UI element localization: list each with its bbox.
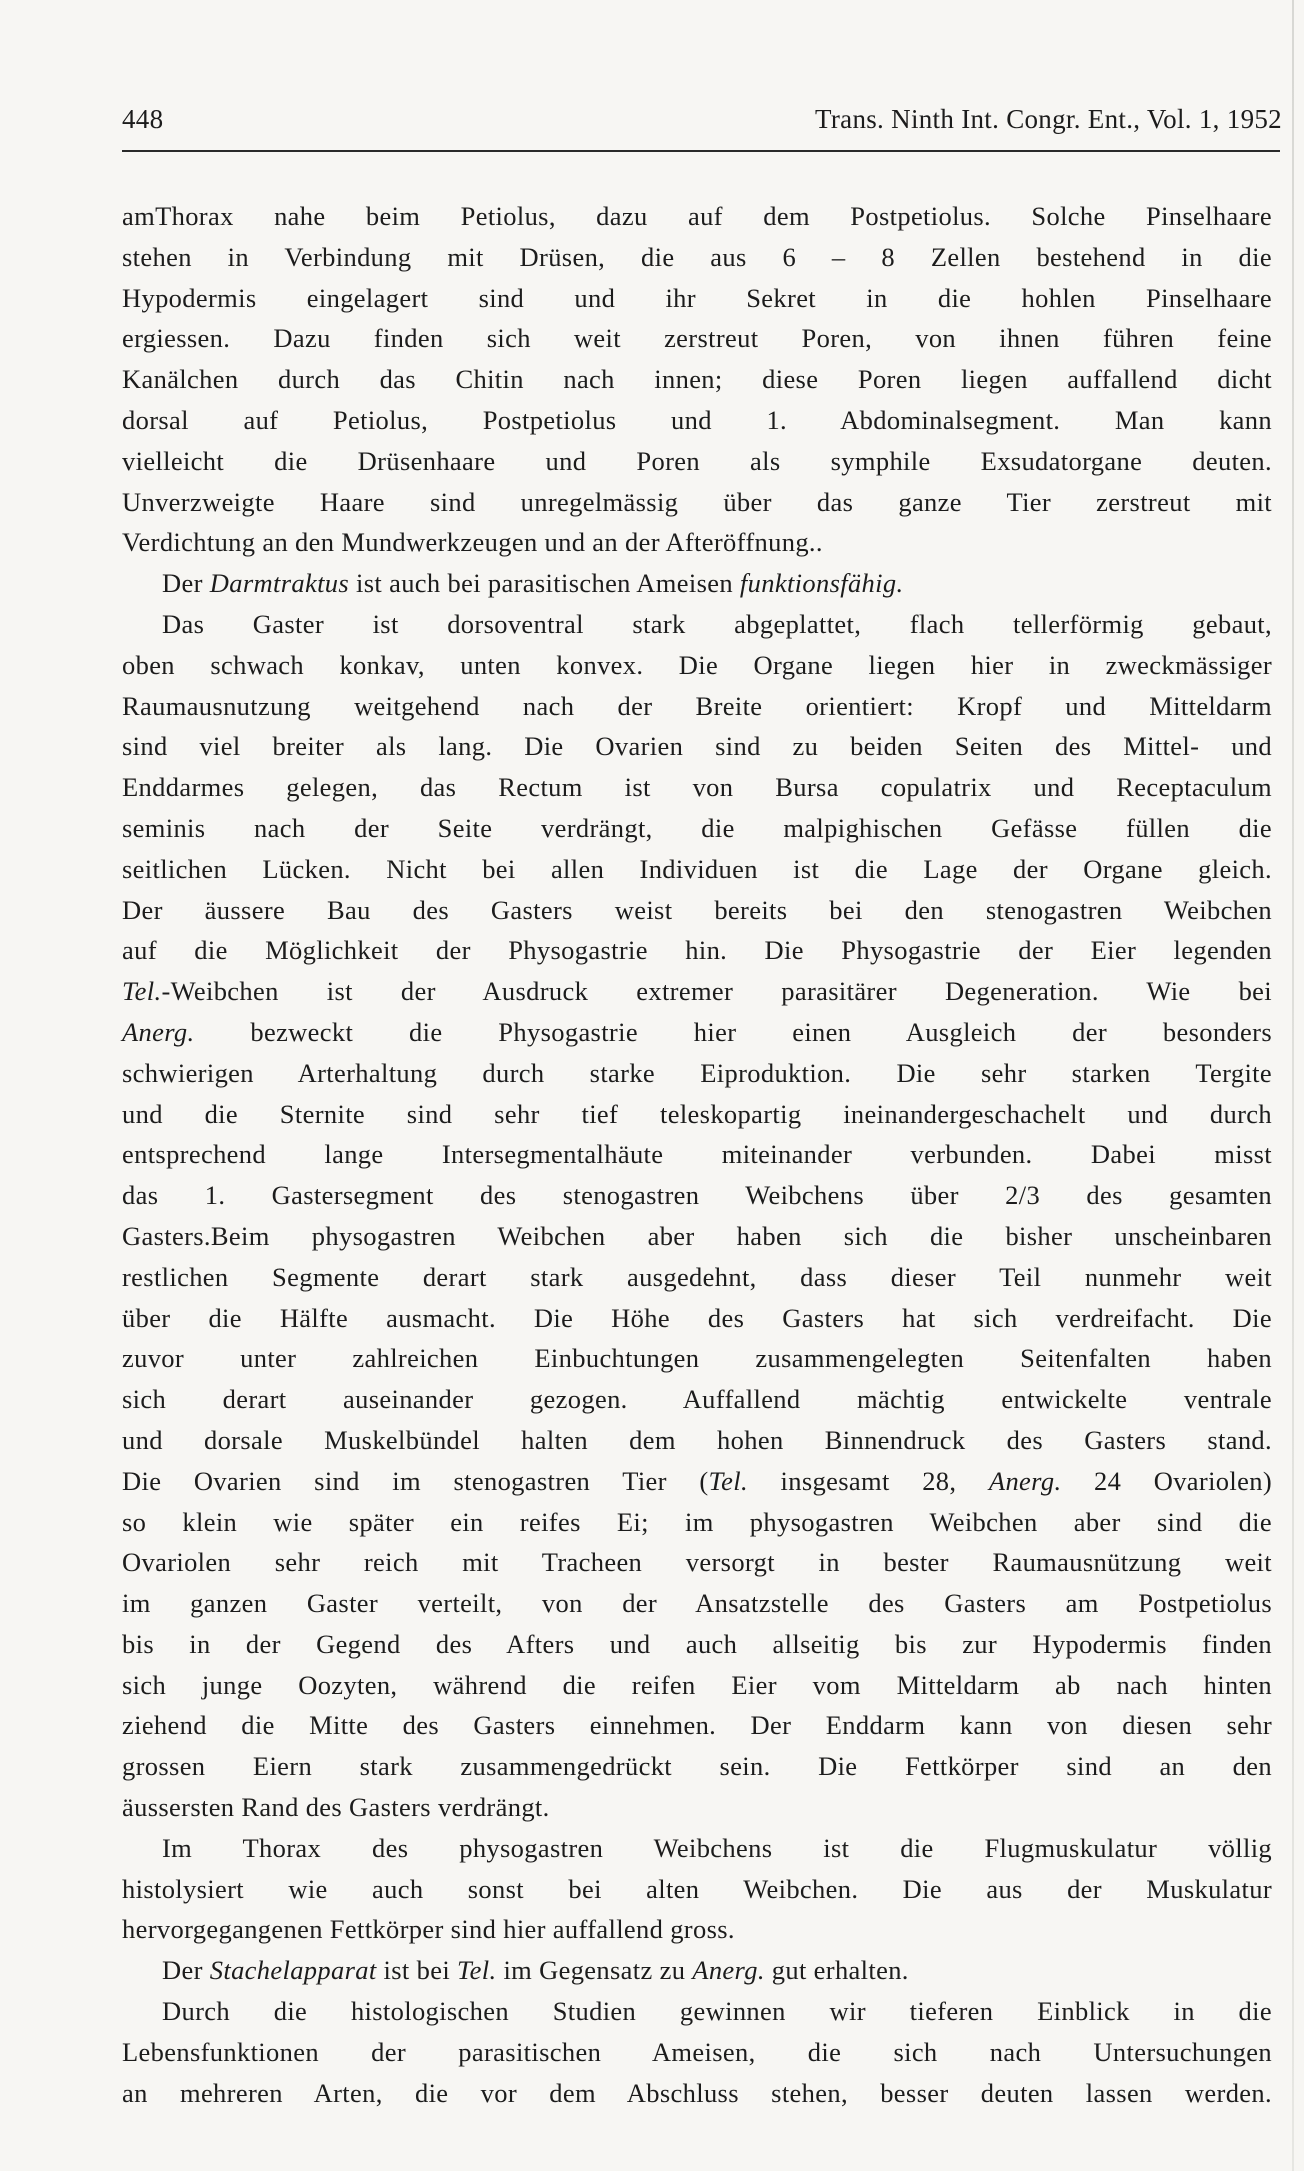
text-segment: seminis nach der Seite verdrängt, die malpighischen Gefässe füllen die	[122, 812, 1272, 843]
text-segment: schwierigen Arterhaltung durch starke Eiproduktion. Die sehr starken Tergite	[122, 1057, 1272, 1088]
text-line	[122, 604, 1272, 645]
text-segment: ziehend die Mitte des Gasters einnehmen. Der Enddarm kann von diesen sehr	[122, 1710, 1272, 1741]
header-rule	[122, 150, 1280, 152]
text-line	[122, 2073, 1272, 2114]
text-segment: bezweckt die Physogastrie hier einen Ausgleich der besonders	[194, 1016, 1272, 1047]
text-segment: grossen Eiern stark zusammengedrückt sein. Die Fettkörper sind an den	[122, 1751, 1272, 1782]
text-line	[122, 1134, 1272, 1175]
text-segment: Das Gaster ist dorsoventral stark abgeplattet, flach tellerförmig gebaut,	[162, 608, 1272, 639]
text-line	[122, 563, 1272, 604]
text-segment: Durch die histologischen Studien gewinnen wir tieferen Einblick in die	[162, 1996, 1272, 2027]
text-segment: Raumausnutzung weitgehend nach der Breite orientiert: Kropf und Mitteldarm	[122, 690, 1272, 721]
text-segment: Der	[162, 1955, 210, 1986]
text-line	[122, 237, 1272, 278]
text-line	[122, 441, 1272, 482]
italic-term: Anerg.	[122, 1016, 195, 1047]
text-line	[122, 2032, 1272, 2073]
italic-term: Tel.	[457, 1955, 497, 1986]
text-segment: Unverzweigte Haare sind unregelmässig über das ganze Tier zerstreut mit	[122, 486, 1272, 517]
text-segment: sich junge Oozyten, während die reifen Eier vom Mitteldarm ab nach hinten	[122, 1669, 1272, 1700]
text-line	[122, 400, 1272, 441]
text-line	[122, 686, 1272, 727]
text-segment: Gasters.Beim physogastren Weibchen aber haben sich die bisher unscheinbaren	[122, 1220, 1272, 1251]
body-text	[122, 196, 1272, 2113]
text-segment: 24 Ovariolen)	[1061, 1465, 1272, 1496]
text-segment: und dorsale Muskelbündel halten dem hohen Binnendruck des Gasters stand.	[122, 1424, 1272, 1455]
text-line	[122, 522, 1272, 563]
text-segment: stehen in Verbindung mit Drüsen, die aus 6 – 8 Zellen bestehend in die	[122, 241, 1272, 272]
italic-term: Tel.	[122, 976, 162, 1007]
text-segment: an mehreren Arten, die vor dem Abschluss stehen, besser deuten lassen werden.	[122, 2077, 1272, 2108]
text-segment: so klein wie später ein reifes Ei; im physogastren Weibchen aber sind die	[122, 1506, 1272, 1537]
text-segment: zuvor unter zahlreichen Einbuchtungen zusammengelegten Seitenfalten haben	[122, 1343, 1272, 1374]
text-line	[122, 1787, 1272, 1828]
text-line	[122, 1542, 1272, 1583]
italic-term: Anerg.	[692, 1955, 765, 1986]
text-line	[122, 318, 1272, 359]
text-segment: dorsal auf Petiolus, Postpetiolus und 1. Abdominalsegment. Man kann	[122, 404, 1272, 435]
text-segment: das 1. Gastersegment des stenogastren Weibchens über 2/3 des gesamten	[122, 1180, 1272, 1211]
italic-term: Anerg.	[988, 1465, 1062, 1496]
text-line	[122, 1991, 1272, 2032]
text-segment: hervorgegangenen Fettkörper sind hier auffallend gross.	[122, 1914, 735, 1945]
text-segment: im Gegensatz zu	[496, 1955, 693, 1986]
text-segment: oben schwach konkav, unten konvex. Die Organe liegen hier in zweckmässiger	[122, 649, 1272, 680]
text-line	[122, 1502, 1272, 1543]
text-segment: Verdichtung an den Mundwerkzeugen und an der Afteröffnung..	[122, 527, 823, 558]
text-segment: histolysiert wie auch sonst bei alten Weibchen. Die aus der Muskulatur	[122, 1873, 1272, 1904]
text-line	[122, 278, 1272, 319]
text-line	[122, 767, 1272, 808]
page-number: 448	[122, 104, 164, 134]
text-line	[122, 930, 1272, 971]
text-segment: über die Hälfte ausmacht. Die Höhe des Gasters hat sich verdreifacht. Die	[122, 1302, 1272, 1333]
text-line	[122, 1746, 1272, 1787]
text-segment: sind viel breiter als lang. Die Ovarien sind zu beiden Seiten des Mittel- und	[122, 731, 1272, 762]
text-segment: ist auch bei parasitischen Ameisen	[349, 568, 740, 599]
text-segment: ist bei	[376, 1955, 458, 1986]
text-line	[122, 1950, 1272, 1991]
text-line	[122, 1909, 1272, 1950]
text-line	[122, 1175, 1272, 1216]
text-line	[122, 1624, 1272, 1665]
text-line	[122, 849, 1272, 890]
text-line	[122, 1420, 1272, 1461]
text-line	[122, 1298, 1272, 1339]
text-segment: restlichen Segmente derart stark ausgedehnt, dass dieser Teil nunmehr weit	[122, 1261, 1272, 1292]
text-segment: auf die Möglichkeit der Physogastrie hin. Die Physogastrie der Eier legenden	[122, 935, 1272, 966]
text-line	[122, 1338, 1272, 1379]
text-segment: Kanälchen durch das Chitin nach innen; diese Poren liegen auffallend dicht	[122, 364, 1272, 395]
italic-term: funktionsfähig.	[739, 568, 904, 599]
italic-term: Tel.	[708, 1465, 748, 1496]
text-segment: Die Ovarien sind im stenogastren Tier (	[122, 1465, 709, 1496]
text-segment: ergiessen. Dazu finden sich weit zerstreut Poren, von ihnen führen feine	[122, 323, 1272, 354]
text-segment: Enddarmes gelegen, das Rectum ist von Bursa copulatrix und Receptaculum	[122, 772, 1272, 803]
text-line	[122, 1869, 1272, 1910]
page-header	[122, 104, 1282, 148]
text-segment: Der	[162, 568, 210, 599]
text-line	[122, 1257, 1272, 1298]
text-segment: seitlichen Lücken. Nicht bei allen Individuen ist die Lage der Organe gleich.	[122, 853, 1272, 884]
running-head: Trans. Ninth Int. Congr. Ent., Vol. 1, 1952	[815, 104, 1282, 134]
text-line	[122, 1583, 1272, 1624]
text-segment: und die Sternite sind sehr tief teleskopartig ineinandergeschachelt und durch	[122, 1098, 1272, 1129]
text-segment: Der äussere Bau des Gasters weist bereits bei den stenogastren Weibchen	[122, 894, 1272, 925]
text-segment: äussersten Rand des Gasters verdrängt.	[122, 1792, 550, 1823]
text-line	[122, 1012, 1272, 1053]
text-line	[122, 890, 1272, 931]
text-line	[122, 1379, 1272, 1420]
text-line	[122, 1665, 1272, 1706]
text-line	[122, 971, 1272, 1012]
text-segment: bis in der Gegend des Afters und auch allseitig bis zur Hypodermis finden	[122, 1628, 1272, 1659]
text-line	[122, 1828, 1272, 1869]
text-line	[122, 359, 1272, 400]
text-line	[122, 726, 1272, 767]
text-line	[122, 196, 1272, 237]
text-line	[122, 1094, 1272, 1135]
text-line	[122, 1705, 1272, 1746]
text-segment: gut erhalten.	[764, 1955, 909, 1986]
italic-term: Stachelapparat	[209, 1955, 377, 1986]
text-line	[122, 1216, 1272, 1257]
text-segment: insgesamt 28,	[748, 1465, 989, 1496]
text-segment: amThorax nahe beim Petiolus, dazu auf dem Postpetiolus. Solche Pinselhaare	[122, 201, 1272, 231]
text-line	[122, 645, 1272, 686]
text-line	[122, 1053, 1272, 1094]
text-segment: Lebensfunktionen der parasitischen Ameisen, die sich nach Untersuchungen	[122, 2036, 1272, 2067]
text-segment: -Weibchen ist der Ausdruck extremer parasitärer Degeneration. Wie bei	[161, 976, 1272, 1007]
text-line	[122, 808, 1272, 849]
italic-term: Darmtraktus	[209, 568, 350, 599]
text-segment: im ganzen Gaster verteilt, von der Ansatzstelle des Gasters am Postpetiolus	[122, 1588, 1272, 1619]
text-segment: Ovariolen sehr reich mit Tracheen versorgt in bester Raumausnützung weit	[122, 1547, 1272, 1578]
text-segment: sich derart auseinander gezogen. Auffallend mächtig entwickelte ventrale	[122, 1384, 1272, 1415]
text-segment: vielleicht die Drüsenhaare und Poren als symphile Exsudatorgane deuten.	[122, 445, 1272, 476]
text-segment: Im Thorax des physogastren Weibchens ist die Flugmuskulatur völlig	[162, 1832, 1272, 1863]
page-edge	[1292, 0, 1294, 2171]
text-segment: entsprechend lange Intersegmentalhäute miteinander verbunden. Dabei misst	[122, 1139, 1272, 1170]
text-line	[122, 482, 1272, 523]
text-line	[122, 1461, 1272, 1502]
text-segment: Hypodermis eingelagert sind und ihr Sekret in die hohlen Pinselhaare	[122, 282, 1272, 313]
